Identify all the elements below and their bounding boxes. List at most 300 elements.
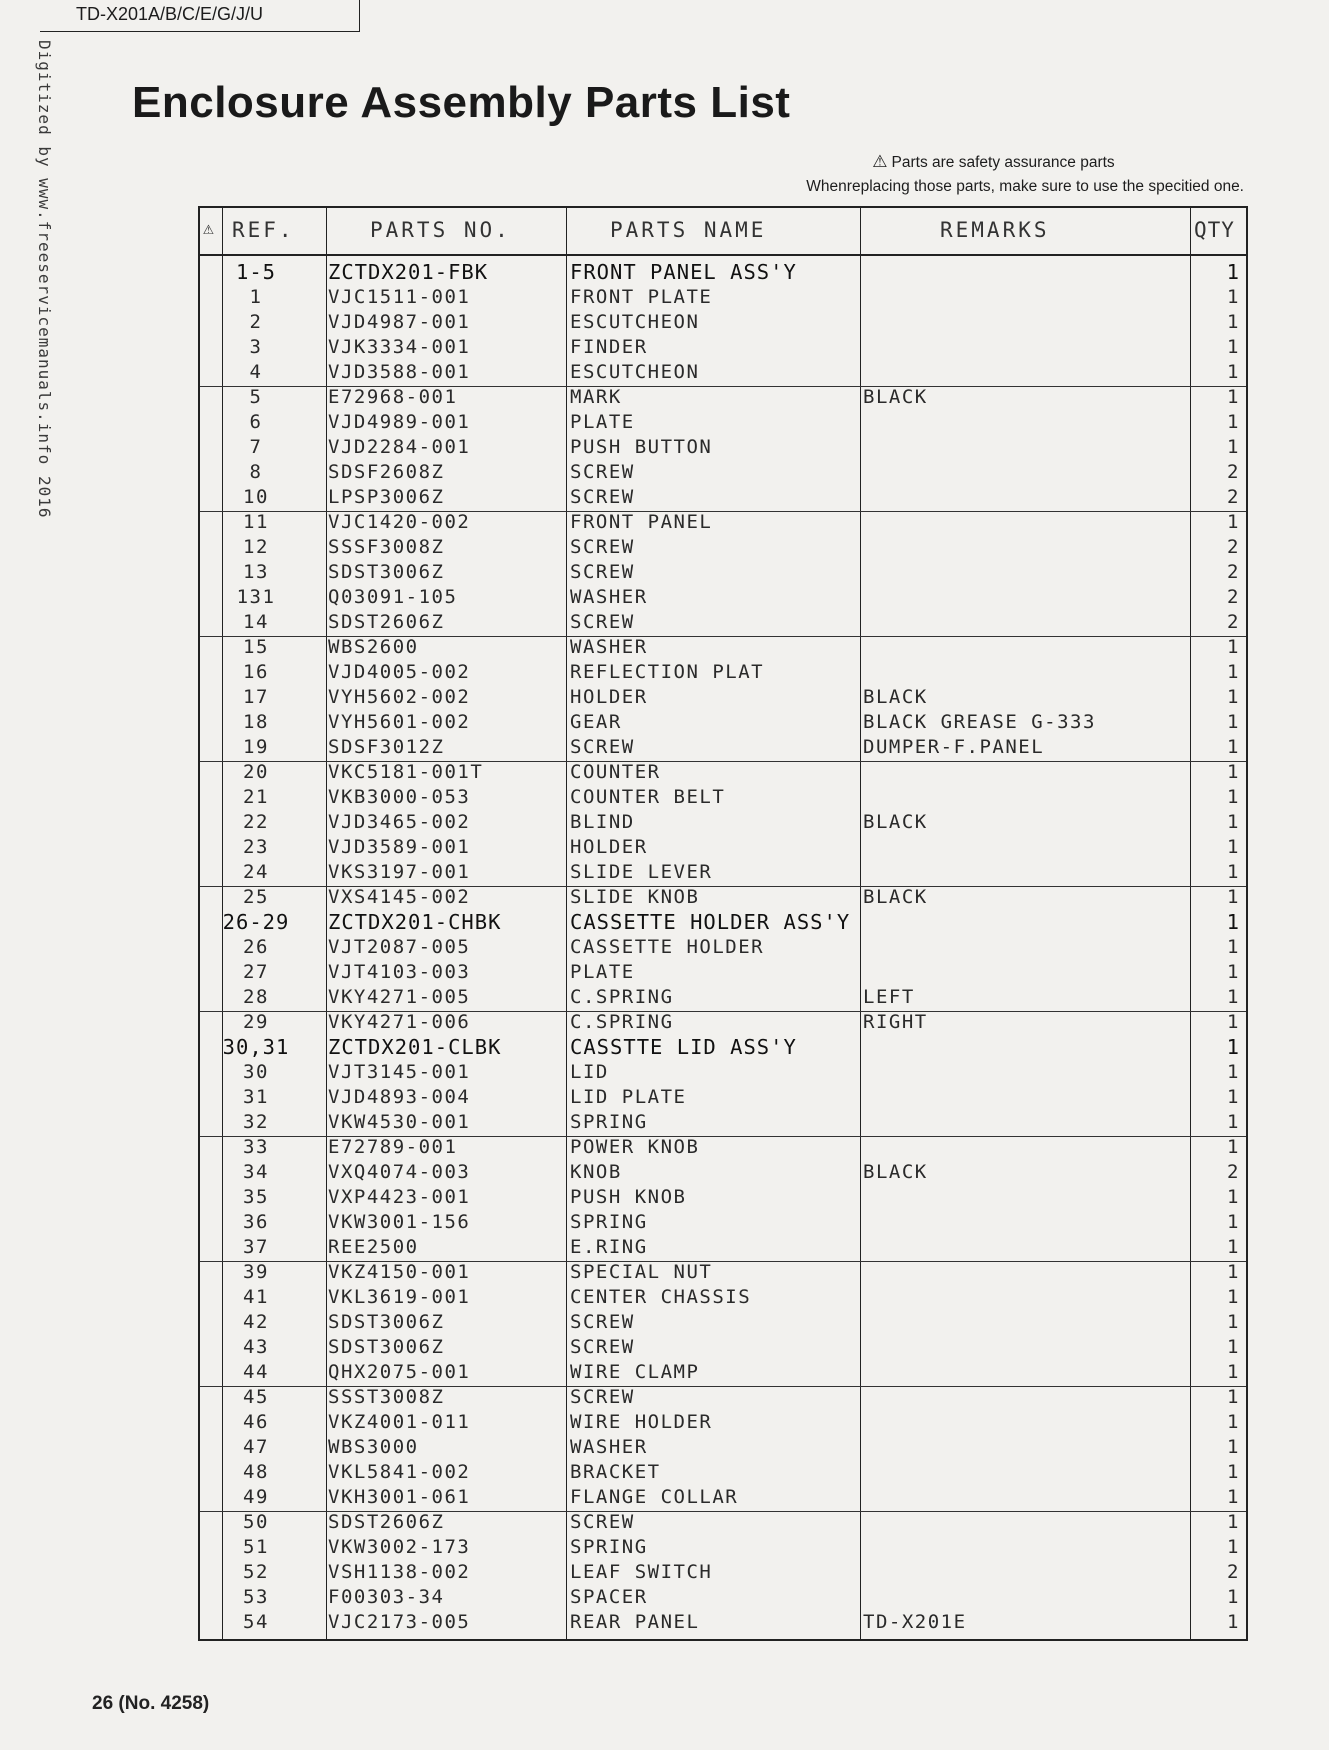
qty-cell: 1 (1227, 1311, 1240, 1333)
group-separator (200, 636, 1246, 637)
qty-cell: 1 (1227, 1361, 1240, 1383)
remarks-cell: RIGHT (863, 1011, 928, 1033)
qty-cell: 1 (1227, 761, 1240, 783)
parts-name-cell: WIRE HOLDER (570, 1411, 713, 1433)
parts-name-cell: PUSH BUTTON (570, 436, 713, 458)
parts-name-cell: WIRE CLAMP (570, 1361, 700, 1383)
qty-cell: 1 (1227, 861, 1240, 883)
parts-no-cell: VJT3145-001 (328, 1061, 471, 1083)
ref-cell: 1 (249, 286, 263, 308)
table-row (200, 1535, 1246, 1560)
ref-cell: 22 (243, 811, 269, 833)
ref-cell: 35 (243, 1186, 269, 1208)
table-row (200, 1460, 1246, 1485)
table-row (200, 985, 1246, 1010)
parts-name-cell: E.RING (570, 1236, 648, 1258)
parts-no-cell: SDSF2608Z (328, 461, 445, 483)
parts-name-cell: POWER KNOB (570, 1136, 700, 1158)
parts-name-cell: CASSETTE HOLDER (570, 936, 765, 958)
qty-cell: 1 (1226, 260, 1240, 284)
remarks-cell: BLACK (863, 686, 928, 708)
table-row (200, 860, 1246, 885)
table-row (200, 885, 1246, 910)
parts-name-cell: SCREW (570, 736, 635, 758)
parts-name-cell: FLANGE COLLAR (570, 1486, 739, 1508)
ref-cell: 12 (243, 536, 269, 558)
parts-name-cell: WASHER (570, 586, 648, 608)
parts-name-cell: HOLDER (570, 836, 648, 858)
qty-cell: 1 (1227, 1236, 1240, 1258)
qty-cell: 2 (1227, 1161, 1240, 1183)
group-separator (200, 1261, 1246, 1262)
table-row (200, 1160, 1246, 1185)
parts-no-cell: VKL5841-002 (328, 1461, 471, 1483)
qty-cell: 2 (1227, 561, 1240, 583)
parts-name-cell: FINDER (570, 336, 648, 358)
parts-no-cell: VJD4989-001 (328, 411, 471, 433)
parts-name-cell: SCREW (570, 1511, 635, 1533)
qty-cell: 1 (1226, 1035, 1240, 1059)
ref-cell: 23 (243, 836, 269, 858)
warning-triangle-icon: ⚠ (203, 218, 214, 239)
parts-no-cell: VYH5601-002 (328, 711, 471, 733)
table-row (200, 1485, 1246, 1510)
ref-cell: 53 (243, 1586, 269, 1608)
parts-name-cell: CENTER CHASSIS (570, 1286, 752, 1308)
ref-cell: 10 (243, 486, 269, 508)
column-header-qty: QTY (1194, 218, 1235, 242)
parts-no-cell: VJD4005-002 (328, 661, 471, 683)
qty-cell: 1 (1227, 411, 1240, 433)
table-row (200, 385, 1246, 410)
ref-cell: 8 (249, 461, 263, 483)
parts-name-cell: SPACER (570, 1586, 648, 1608)
ref-cell: 37 (243, 1236, 269, 1258)
parts-no-cell: VJD3465-002 (328, 811, 471, 833)
qty-cell: 1 (1227, 1486, 1240, 1508)
table-row (200, 785, 1246, 810)
parts-name-cell: REAR PANEL (570, 1611, 700, 1633)
table-row (200, 485, 1246, 510)
ref-cell: 19 (243, 736, 269, 758)
parts-name-cell: LID PLATE (570, 1086, 687, 1108)
parts-no-cell: ZCTDX201-FBK (328, 260, 489, 284)
remarks-cell: TD-X201E (863, 1611, 967, 1633)
ref-cell: 33 (243, 1136, 269, 1158)
qty-cell: 1 (1227, 811, 1240, 833)
parts-no-cell: VKC5181-001T (328, 761, 484, 783)
parts-no-cell: VJD3589-001 (328, 836, 471, 858)
parts-no-cell: VKY4271-005 (328, 986, 471, 1008)
qty-cell: 1 (1227, 1461, 1240, 1483)
parts-no-cell: VSH1138-002 (328, 1561, 471, 1583)
parts-no-cell: LPSP3006Z (328, 486, 445, 508)
qty-cell: 1 (1227, 386, 1240, 408)
parts-name-cell: C.SPRING (570, 1011, 674, 1033)
qty-cell: 2 (1227, 586, 1240, 608)
table-row (200, 1360, 1246, 1385)
ref-cell: 24 (243, 861, 269, 883)
table-row (200, 1185, 1246, 1210)
parts-no-cell: WBS3000 (328, 1436, 419, 1458)
parts-name-cell: SCREW (570, 561, 635, 583)
parts-name-cell: LID (570, 1061, 609, 1083)
parts-no-cell: VJK3334-001 (328, 336, 471, 358)
table-row (200, 710, 1246, 735)
parts-no-cell: VKB3000-053 (328, 786, 471, 808)
qty-cell: 1 (1227, 1061, 1240, 1083)
parts-no-cell: VKZ4001-011 (328, 1411, 471, 1433)
safety-notice (806, 150, 1244, 199)
table-row (200, 1235, 1246, 1260)
table-row (200, 1085, 1246, 1110)
ref-cell: 20 (243, 761, 269, 783)
ref-cell: 30,31 (222, 1035, 290, 1059)
ref-cell: 11 (243, 511, 269, 533)
ref-cell: 5 (249, 386, 263, 408)
remarks-cell: BLACK (863, 886, 928, 908)
qty-cell: 1 (1227, 686, 1240, 708)
table-row (200, 1035, 1246, 1060)
qty-cell: 1 (1227, 286, 1240, 308)
parts-name-cell: SLIDE KNOB (570, 886, 700, 908)
qty-cell: 1 (1227, 311, 1240, 333)
qty-cell: 1 (1227, 1436, 1240, 1458)
parts-no-cell: VXP4423-001 (328, 1186, 471, 1208)
parts-no-cell: E72789-001 (328, 1136, 458, 1158)
qty-cell: 1 (1227, 1286, 1240, 1308)
parts-no-cell: E72968-001 (328, 386, 458, 408)
table-row (200, 935, 1246, 960)
parts-no-cell: VJC1511-001 (328, 286, 471, 308)
parts-name-cell: FRONT PLATE (570, 286, 713, 308)
ref-cell: 48 (243, 1461, 269, 1483)
qty-cell: 1 (1227, 1336, 1240, 1358)
ref-cell: 16 (243, 661, 269, 683)
table-row (200, 360, 1246, 385)
group-separator (200, 1511, 1246, 1512)
qty-cell: 1 (1227, 836, 1240, 858)
table-row (200, 960, 1246, 985)
parts-name-cell: SCREW (570, 536, 635, 558)
parts-name-cell: ESCUTCHEON (570, 361, 700, 383)
qty-cell: 1 (1227, 1386, 1240, 1408)
parts-no-cell: VJC1420-002 (328, 511, 471, 533)
table-row (200, 1135, 1246, 1160)
qty-cell: 1 (1227, 1136, 1240, 1158)
parts-name-cell: COUNTER BELT (570, 786, 726, 808)
table-row (200, 1285, 1246, 1310)
ref-cell: 43 (243, 1336, 269, 1358)
ref-cell: 45 (243, 1386, 269, 1408)
ref-cell: 14 (243, 611, 269, 633)
ref-cell: 17 (243, 686, 269, 708)
page-title: Enclosure Assembly Parts List (132, 78, 791, 127)
remarks-cell: LEFT (863, 986, 915, 1008)
table-row (200, 1060, 1246, 1085)
parts-no-cell: Q03091-105 (328, 586, 458, 608)
parts-no-cell: WBS2600 (328, 636, 419, 658)
parts-no-cell: VXS4145-002 (328, 886, 471, 908)
parts-no-cell: VKL3619-001 (328, 1286, 471, 1308)
table-row (200, 1010, 1246, 1035)
qty-cell: 1 (1227, 1586, 1240, 1608)
ref-cell: 13 (243, 561, 269, 583)
group-separator (200, 1136, 1246, 1137)
parts-no-cell: VJD3588-001 (328, 361, 471, 383)
table-row (200, 1335, 1246, 1360)
parts-name-cell: KNOB (570, 1161, 622, 1183)
parts-no-cell: SDST3006Z (328, 1311, 445, 1333)
parts-no-cell: VYH5602-002 (328, 686, 471, 708)
parts-name-cell: SCREW (570, 1311, 635, 1333)
qty-cell: 1 (1227, 436, 1240, 458)
qty-cell: 2 (1227, 611, 1240, 633)
parts-name-cell: FRONT PANEL (570, 511, 713, 533)
parts-name-cell: CASSTTE LID ASS'Y (570, 1035, 797, 1059)
ref-cell: 25 (243, 886, 269, 908)
qty-cell: 1 (1227, 1211, 1240, 1233)
parts-name-cell: SPRING (570, 1211, 648, 1233)
parts-name-cell: SCREW (570, 486, 635, 508)
table-row (200, 1310, 1246, 1335)
table-row (200, 835, 1246, 860)
qty-cell: 1 (1227, 711, 1240, 733)
table-row (200, 660, 1246, 685)
table-row (200, 685, 1246, 710)
qty-cell: 1 (1227, 1261, 1240, 1283)
table-row (200, 1610, 1246, 1635)
qty-cell: 1 (1227, 986, 1240, 1008)
ref-cell: 29 (243, 1011, 269, 1033)
parts-name-cell: HOLDER (570, 686, 648, 708)
parts-no-cell: VKS3197-001 (328, 861, 471, 883)
ref-cell: 54 (243, 1611, 269, 1633)
parts-no-cell: SDST2606Z (328, 1511, 445, 1533)
parts-name-cell: CASSETTE HOLDER ASS'Y (570, 910, 851, 934)
parts-name-cell: SCREW (570, 1336, 635, 1358)
group-separator (200, 1011, 1246, 1012)
table-row (200, 735, 1246, 760)
qty-cell: 1 (1227, 1611, 1240, 1633)
ref-cell: 52 (243, 1561, 269, 1583)
parts-no-cell: SDST3006Z (328, 561, 445, 583)
table-row (200, 810, 1246, 835)
ref-cell: 47 (243, 1436, 269, 1458)
ref-cell: 2 (249, 311, 263, 333)
column-header-remarks: REMARKS (940, 218, 1050, 242)
parts-no-cell: VJT4103-003 (328, 961, 471, 983)
parts-name-cell: SCREW (570, 1386, 635, 1408)
parts-no-cell: SDST2606Z (328, 611, 445, 633)
parts-no-cell: REE2500 (328, 1236, 419, 1258)
table-row (200, 585, 1246, 610)
qty-cell: 2 (1227, 536, 1240, 558)
parts-no-cell: SSST3008Z (328, 1386, 445, 1408)
group-separator (200, 886, 1246, 887)
parts-name-cell: SPECIAL NUT (570, 1261, 713, 1283)
ref-cell: 21 (243, 786, 269, 808)
qty-cell: 1 (1227, 1536, 1240, 1558)
table-row (200, 1385, 1246, 1410)
ref-cell: 15 (243, 636, 269, 658)
qty-cell: 1 (1227, 961, 1240, 983)
parts-no-cell: VKZ4150-001 (328, 1261, 471, 1283)
parts-no-cell: QHX2075-001 (328, 1361, 471, 1383)
qty-cell: 1 (1227, 1086, 1240, 1108)
ref-cell: 34 (243, 1161, 269, 1183)
safety-notice-line1: Parts are safety assurance parts (891, 154, 1115, 171)
ref-cell: 28 (243, 986, 269, 1008)
table-row (200, 1585, 1246, 1610)
ref-cell: 44 (243, 1361, 269, 1383)
qty-cell: 2 (1227, 486, 1240, 508)
parts-no-cell: SSSF3008Z (328, 536, 445, 558)
qty-cell: 1 (1227, 1111, 1240, 1133)
qty-cell: 1 (1227, 336, 1240, 358)
remarks-cell: BLACK (863, 386, 928, 408)
parts-no-cell: VJT2087-005 (328, 936, 471, 958)
ref-cell: 26-29 (222, 910, 290, 934)
ref-cell: 1-5 (235, 260, 277, 284)
ref-cell: 41 (243, 1286, 269, 1308)
ref-cell: 7 (249, 436, 263, 458)
remarks-cell: BLACK (863, 1161, 928, 1183)
qty-cell: 1 (1227, 1186, 1240, 1208)
parts-name-cell: SPRING (570, 1111, 648, 1133)
parts-no-cell: VKH3001-061 (328, 1486, 471, 1508)
parts-name-cell: PLATE (570, 961, 635, 983)
parts-table (198, 206, 1248, 1641)
ref-cell: 3 (249, 336, 263, 358)
parts-no-cell: VKW3001-156 (328, 1211, 471, 1233)
qty-cell: 1 (1227, 1511, 1240, 1533)
table-row (200, 1410, 1246, 1435)
safety-notice-line2: Whenreplacing those parts, make sure to use the specitied one. (806, 178, 1244, 195)
parts-no-cell: VJD4893-004 (328, 1086, 471, 1108)
table-header (200, 208, 1246, 256)
parts-name-cell: BRACKET (570, 1461, 661, 1483)
parts-name-cell: PLATE (570, 411, 635, 433)
qty-cell: 1 (1227, 661, 1240, 683)
remarks-cell: DUMPER-F.PANEL (863, 736, 1045, 758)
parts-no-cell: F00303-34 (328, 1586, 445, 1608)
qty-cell: 1 (1227, 936, 1240, 958)
ref-cell: 131 (236, 586, 276, 608)
parts-name-cell: SCREW (570, 611, 635, 633)
ref-cell: 49 (243, 1486, 269, 1508)
parts-name-cell: ESCUTCHEON (570, 311, 700, 333)
ref-cell: 18 (243, 711, 269, 733)
parts-name-cell: MARK (570, 386, 622, 408)
parts-name-cell: C.SPRING (570, 986, 674, 1008)
qty-cell: 1 (1227, 886, 1240, 908)
qty-cell: 1 (1227, 1011, 1240, 1033)
group-separator (200, 511, 1246, 512)
column-header-ref: REF. (232, 218, 295, 242)
column-header-parts-no: PARTS NO. (370, 218, 511, 242)
qty-cell: 2 (1227, 1561, 1240, 1583)
ref-cell: 42 (243, 1311, 269, 1333)
table-row (200, 260, 1246, 285)
parts-name-cell: COUNTER (570, 761, 661, 783)
table-row (200, 1560, 1246, 1585)
parts-name-cell: WASHER (570, 1436, 648, 1458)
parts-no-cell: VKY4271-006 (328, 1011, 471, 1033)
parts-name-cell: SCREW (570, 461, 635, 483)
parts-name-cell: FRONT PANEL ASS'Y (570, 260, 797, 284)
ref-cell: 31 (243, 1086, 269, 1108)
ref-cell: 30 (243, 1061, 269, 1083)
ref-cell: 27 (243, 961, 269, 983)
table-row (200, 635, 1246, 660)
remarks-cell: BLACK GREASE G-333 (863, 711, 1096, 733)
ref-cell: 36 (243, 1211, 269, 1233)
ref-cell: 50 (243, 1511, 269, 1533)
group-separator (200, 386, 1246, 387)
parts-no-cell: SDST3006Z (328, 1336, 445, 1358)
parts-no-cell: VJD4987-001 (328, 311, 471, 333)
qty-cell: 1 (1227, 361, 1240, 383)
parts-name-cell: SLIDE LEVER (570, 861, 713, 883)
table-row (200, 435, 1246, 460)
ref-cell: 26 (243, 936, 269, 958)
table-row (200, 310, 1246, 335)
table-row (200, 535, 1246, 560)
table-row (200, 285, 1246, 310)
table-row (200, 1435, 1246, 1460)
ref-cell: 39 (243, 1261, 269, 1283)
table-row (200, 510, 1246, 535)
parts-name-cell: LEAF SWITCH (570, 1561, 713, 1583)
table-row (200, 1210, 1246, 1235)
watermark-text: Digitized by www.freeservicemanuals.info 2016 (35, 40, 54, 519)
parts-name-cell: GEAR (570, 711, 622, 733)
parts-name-cell: SPRING (570, 1536, 648, 1558)
parts-no-cell: VKW4530-001 (328, 1111, 471, 1133)
parts-no-cell: VXQ4074-003 (328, 1161, 471, 1183)
ref-cell: 51 (243, 1536, 269, 1558)
table-row (200, 335, 1246, 360)
qty-cell: 1 (1227, 736, 1240, 758)
qty-cell: 1 (1227, 636, 1240, 658)
remarks-cell: BLACK (863, 811, 928, 833)
table-row (200, 610, 1246, 635)
ref-cell: 4 (249, 361, 263, 383)
qty-cell: 1 (1227, 1411, 1240, 1433)
table-row (200, 560, 1246, 585)
table-row (200, 760, 1246, 785)
parts-no-cell: VKW3002-173 (328, 1536, 471, 1558)
page-footer: 26 (No. 4258) (92, 1693, 210, 1714)
group-separator (200, 1386, 1246, 1387)
parts-no-cell: VJD2284-001 (328, 436, 471, 458)
model-number-header: TD-X201A/B/C/E/G/J/U (40, 0, 360, 32)
parts-no-cell: ZCTDX201-CLBK (328, 1035, 502, 1059)
warning-triangle-icon: ⚠ (872, 152, 888, 171)
qty-cell: 1 (1227, 511, 1240, 533)
parts-name-cell: WASHER (570, 636, 648, 658)
table-row (200, 460, 1246, 485)
table-row (200, 1110, 1246, 1135)
qty-cell: 1 (1227, 786, 1240, 808)
column-header-parts-name: PARTS NAME (610, 218, 767, 242)
table-row (200, 1260, 1246, 1285)
parts-no-cell: VJC2173-005 (328, 1611, 471, 1633)
table-row (200, 910, 1246, 935)
parts-no-cell: ZCTDX201-CHBK (328, 910, 502, 934)
table-row (200, 1510, 1246, 1535)
